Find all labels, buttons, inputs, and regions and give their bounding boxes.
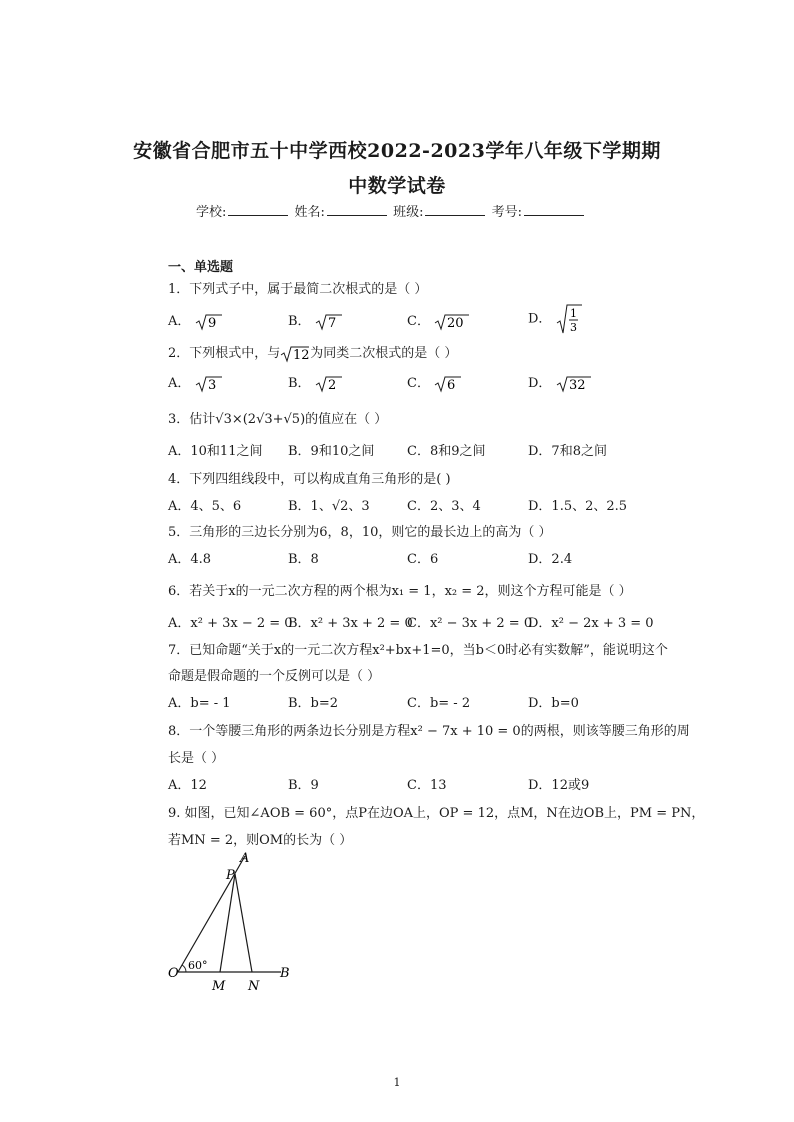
- question-8-option-c: C．13: [407, 778, 447, 793]
- sqrt-symbol: [195, 375, 223, 393]
- question-3-option-a: A．10和11之间: [168, 444, 263, 459]
- name-label: 姓名:: [294, 205, 325, 220]
- question-9-stem-line2: 若MN = 2，则OM的长为（ ）: [168, 833, 353, 848]
- exam-number-label: 考号:: [491, 205, 522, 220]
- question-4-option-b: B．1、√2、3: [288, 499, 370, 514]
- sqrt-symbol: [556, 375, 592, 393]
- svg-text:32: 32: [568, 377, 586, 393]
- question-4-stem: 4．下列四组线段中，可以构成直角三角形的是( ): [168, 472, 451, 487]
- question-7-stem-line1: 7．已知命题“关于x的一元二次方程x²+bx+1=0，当b＜0时必有实数解”，能说明这个: [168, 643, 668, 658]
- option-label: D．: [528, 311, 552, 327]
- page-title-line1: 安徽省合肥市五十中学西校2022-2023学年八年级下学期期: [133, 140, 661, 162]
- question-1-option-a: [168, 310, 223, 331]
- student-info-row: [196, 201, 586, 220]
- question-3-stem: 3．估计√3×(2√3+√5)的值应在（ ）: [168, 412, 388, 427]
- question-5-option-d: D．2.4: [528, 552, 573, 567]
- question-4-option-d: D．1.5、2、2.5: [528, 499, 628, 514]
- question-8-stem-line1: 8．一个等腰三角形的两条边长分别是方程x² − 7x + 10 = 0的两根，则该等腰三角形的周: [168, 724, 690, 739]
- question-4-option-a: A．4、5、6: [168, 499, 242, 514]
- question-6-option-b: B．x² + 3x + 2 = 0: [288, 616, 413, 631]
- exam-number-blank: [524, 203, 584, 216]
- sqrt-symbol: [315, 313, 343, 331]
- option-label: B．: [288, 314, 311, 329]
- svg-text:3: 3: [569, 321, 577, 334]
- class-blank: [425, 203, 485, 216]
- question-5-option-c: C．6: [407, 552, 439, 567]
- label-n: N: [248, 979, 260, 994]
- question-4-option-c: C．2、3、4: [407, 499, 481, 514]
- page-number: 1: [393, 1076, 401, 1089]
- question-3-option-c: C．8和9之间: [407, 444, 486, 459]
- svg-text:12: 12: [293, 347, 310, 363]
- label-angle: 60°: [188, 959, 208, 972]
- question-6-option-a: A．x² + 3x − 2 = 0: [168, 616, 293, 631]
- question-7-option-d: D．b=0: [528, 696, 579, 711]
- section-title: 一、单选题: [168, 260, 234, 275]
- option-label: C．: [407, 314, 430, 329]
- question-1-option-d: [528, 303, 584, 335]
- question-8-option-d: D．12或9: [528, 778, 590, 793]
- label-a: A: [240, 851, 250, 866]
- question-2-option-b: B． 2: [288, 372, 343, 393]
- question-7-option-c: C．b= - 2: [407, 696, 471, 711]
- svg-text:2: 2: [327, 377, 336, 393]
- svg-text:3: 3: [207, 377, 216, 393]
- radicand: 7: [327, 315, 336, 331]
- school-blank: [228, 203, 288, 216]
- question-8-option-b: B．9: [288, 778, 319, 793]
- class-label: 班级:: [393, 205, 424, 220]
- question-7-option-b: B．b=2: [288, 696, 339, 711]
- question-5-stem: 5．三角形的三边长分别为6，8，10，则它的最长边上的高为（ ）: [168, 525, 552, 540]
- sqrt-symbol: [315, 375, 343, 393]
- sqrt-symbol: [195, 313, 223, 331]
- question-9-stem-line1: 9. 如图，已知∠AOB = 60°，点P在边OA上，OP = 12，点M，N在边OB上，PM = PN，: [168, 806, 705, 821]
- question-6-option-d: D．x² − 2x + 3 = 0: [528, 616, 654, 631]
- radicand: 9: [207, 315, 216, 331]
- question-6-option-c: C．x² − 3x + 2 = 0: [407, 616, 533, 631]
- question-5-option-b: B．8: [288, 552, 319, 567]
- label-o: O: [168, 966, 179, 981]
- segment-pn: [235, 874, 252, 972]
- sqrt-symbol: [434, 375, 462, 393]
- ray-oa: [178, 856, 245, 972]
- angle-arc: [182, 965, 186, 972]
- question-1-stem: 1．下列式子中，属于最简二次根式的是（ ）: [168, 282, 428, 297]
- question-2-option-c: C． 6: [407, 372, 462, 393]
- label-m: M: [212, 979, 226, 994]
- school-label: 学校:: [196, 205, 227, 220]
- question-1-option-c: [407, 310, 470, 331]
- sqrt-fraction-symbol: [556, 303, 584, 335]
- question-3-option-b: B．9和10之间: [288, 444, 375, 459]
- radicand: 20: [447, 315, 464, 331]
- name-blank: [327, 203, 387, 216]
- sqrt-symbol: [434, 313, 470, 331]
- segment-pm: [220, 874, 235, 972]
- question-6-stem: 6．若关于x的一元二次方程的两个根为x₁ = 1，x₂ = 2，则这个方程可能是（ ）: [168, 584, 632, 599]
- svg-text:1: 1: [569, 307, 577, 320]
- question-5-option-a: A．4.8: [168, 552, 212, 567]
- question-1-option-b: [288, 310, 343, 331]
- option-label: A．: [168, 314, 191, 329]
- sqrt-symbol: [280, 345, 310, 363]
- question-3-option-d: D．7和8之间: [528, 444, 607, 459]
- label-p: P: [226, 868, 235, 883]
- math-expression: √3×(2√3+√5): [215, 412, 306, 427]
- question-7-stem-line2: 命题是假命题的一个反例可以是（ ）: [168, 669, 381, 684]
- question-2-stem: 2．下列根式中，与 12 为同类二次根式的是（ ）: [168, 346, 458, 363]
- label-b: B: [280, 966, 290, 981]
- page-title-line2: 中数学试卷: [348, 175, 446, 197]
- question-2-option-d: D． 32: [528, 372, 592, 393]
- question-8-stem-line2: 长是（ ）: [168, 751, 225, 766]
- question-2-option-a: A． 3: [168, 372, 223, 393]
- question-7-option-a: A．b= - 1: [168, 696, 231, 711]
- geometry-figure: [164, 850, 304, 995]
- question-8-option-a: A．12: [168, 778, 207, 793]
- svg-text:6: 6: [447, 377, 456, 393]
